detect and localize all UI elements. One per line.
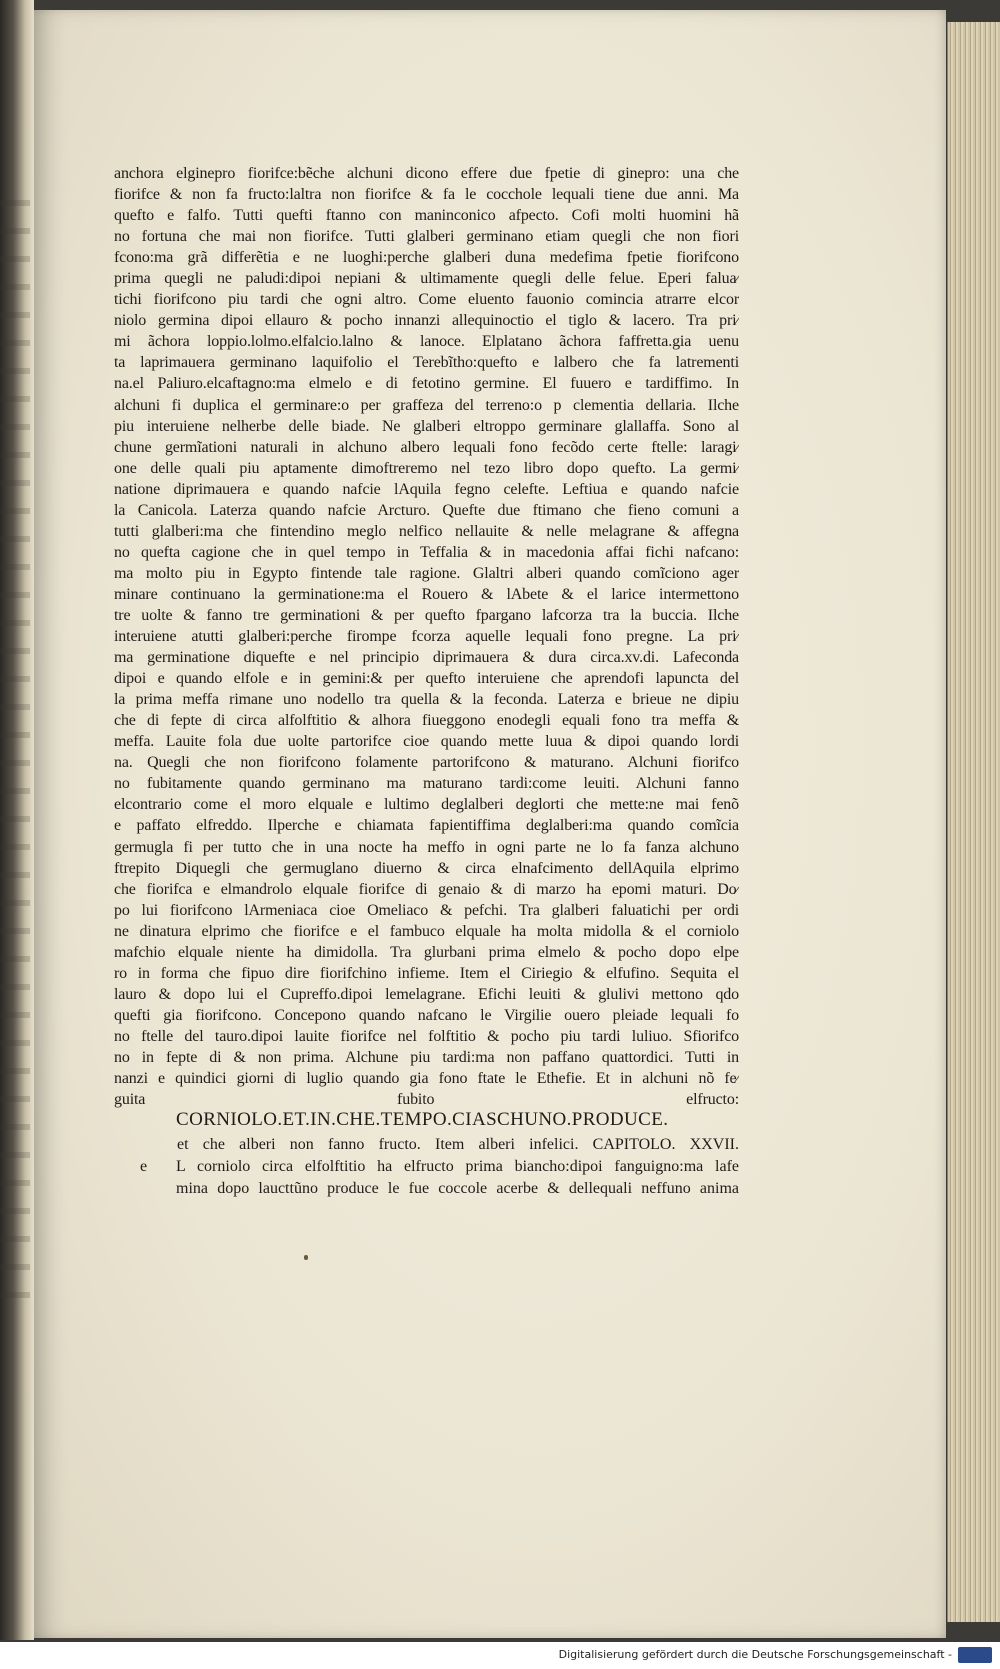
text-line: no fortuna che mai non fiorifce. Tutti glalberi germinano etiam quegli che non fiori [114, 228, 739, 246]
text-line: fcono:ma grã differẽtia e ne luoghi:perche glalberi duna medefima fpetie fiorifcono [114, 249, 739, 267]
text-line: mi ãchora loppio.lolmo.elfalcio.lalno & lanoce. Elplatano ãchora faffretta.gia uenu [114, 333, 739, 351]
book-left-edge [0, 0, 34, 1640]
text-line: one delle quali piu aptamente dimoftreremo nel tezo libro dopo quefto. La germi⁄ [114, 459, 739, 477]
guide-letter: e [140, 1158, 148, 1175]
text-line: e paffato elfreddo. Ilperche e chiamata fapientiffima deglalberi:ma quando comĩcia [114, 817, 739, 835]
text-line: chune germĩationi naturali in alchuno albero lequali fono fecõdo certe ftelle: laragi⁄ [114, 438, 739, 456]
text-line: no fubitamente quando germinano ma maturano tardi:come leuiti. Alchuni fanno [114, 775, 739, 793]
text-line: no quefta cagione che in quel tempo in Teffalia & in macedonia affai fichi nafcano: [114, 543, 739, 561]
text-line: prima quegli ne paludi:dipoi nepiani & ultimamente quegli delle felue. Eperi falua⁄ [114, 270, 739, 288]
text-line: tutti glalberi:ma che fintendino meglo nelfico nellauite & nelle melagrane & affegna [114, 522, 739, 540]
text-line: na.el Paliuro.elcaftagno:ma elmelo e di fetotino germine. El fuuero e tardiffimo. In [114, 375, 739, 393]
text-line: minare continuano la germinatione:ma el Rouero & lAbete & el larice intermettono [114, 585, 739, 603]
text-line: ma germinatione diquefte e nel principio diprimauera & dura circa.xv.di. Lafeconda [114, 649, 739, 667]
text-line: po lui fiorifcono lArmeniaca cioe Omeliaco & pefchi. Tra glalberi faluatichi per ordi [114, 901, 739, 919]
text-line: nanzi e quindici giorni di luglio quando gia fono ftate le Ethefie. Et in alchuni nõ fe⁄ [114, 1070, 739, 1088]
text-line: no in fepte di & non prima. Alchune piu tardi:ma non paffano quattordici. Tutti in [114, 1048, 739, 1066]
chapter-text-line: mina dopo laucttũno produce le fue coccole acerbe & dellequali neffuno anima [176, 1180, 739, 1197]
text-line: lauro & dopo lui el Cupreffo.dipoi lemelagrane. Efichi leuiti & glulivi mettono qdo [114, 985, 739, 1003]
text-line: germugla fi per tutto che in una nocte ha meffo in ogni parte ne lo fa fanza alchuno [114, 838, 739, 856]
text-line: alchuni fi duplica el germinare:o per graffeza del terreno:o p clementia dellaria. Ilche [114, 396, 739, 414]
text-line: quefti gia fiorifcono. Concepono quando nafcano le Virgilie ouero pleiade lequali fo [114, 1006, 739, 1024]
text-line: elcontrario come el moro elquale e lultimo deglalberi deglorti che mette:ne mai fenõ [114, 796, 739, 814]
text-line: la prima meffa rimane uno nodello tra quella & la feconda. Laterza e brieue ne dipiu [114, 691, 739, 709]
text-line: anchora elginepro fiorifce:bẽche alchuni dicono effere due fpetie di ginepro: una che [114, 165, 739, 182]
book-page [34, 10, 946, 1638]
text-line: natione diprimauera e quando nafcie lAquila fegno celefte. Leftiua e quando nafcie [114, 480, 739, 498]
text-line: ro in forma che fipuo dire fiorifchino infieme. Item el Ciriegio & elfufino. Sequita el [114, 964, 739, 982]
chapter-heading: CORNIOLO.ET.IN.CHE.TEMPO.CIASCHUNO.PRODUCE. [176, 1109, 669, 1130]
page-edges [947, 22, 1000, 1622]
facing-page-fragment [0, 200, 30, 1300]
footer-bar [0, 1642, 1000, 1669]
text-line: no ftelle del tauro.dipoi lauite fiorifce nel folftitio & pocho piu tardi luliuo. Sfiorifco [114, 1027, 739, 1045]
footer-credit: Digitalisierung gefördert durch die Deutsche Forschungsgemeinschaft - [558, 1648, 952, 1661]
chapter-text-block [176, 1156, 739, 1200]
text-line: guita fubito elfructo: [114, 1091, 739, 1109]
text-line: niolo germina dipoi ellauro & pocho innanzi allequinoctio el tiglo & lacero. Tra pri⁄ [114, 312, 739, 330]
text-line: ma molto piu in Egypto fintende tale ragione. Glaltri alberi quando comĩciono ager [114, 564, 739, 582]
text-line: fiorifce & non fa fructo:laltra non fiorifce & fa le cocchole lequali tiene due anni. Ma [114, 186, 739, 204]
text-line: na. Quegli che non fiorifcono folamente partorifcono & maturano. Alchuni fiorifco [114, 754, 739, 772]
chapter-text-line: L corniolo circa elfolftitio ha elfructo prima biancho:dipoi fanguigno:ma lafe [176, 1158, 739, 1175]
text-line: piu interuiene nelherbe delle biade. Ne glalberi eltroppo germinare glallaffa. Sono al [114, 417, 739, 435]
text-line: che fiorifca e elmandrolo elquale fiorifce di genaio & di marzo ha epomi maturi. Do⁄ [114, 880, 739, 898]
text-line: che di fepte di circa alfolftitio & alhora fiueggono enodegli equali fono tra meffa & [114, 712, 739, 730]
chapter-subheading: et che alberi non fanno fructo. Item alberi infelici. CAPITOLO. XXVII. [177, 1136, 739, 1153]
text-line: ne dinatura elprimo che fiorifce e el fambuco elquale ha molta midolla & el corniolo [114, 922, 739, 940]
text-line: ftrepito Diquegli che germuglano diuerno & circa elnafcimento dellAquila elprimo [114, 859, 739, 877]
text-line: ta laprimauera germinano laquifolio el Terebĩtho:quefto e lalbero che fa latrementi [114, 354, 739, 372]
ink-stain [304, 1255, 308, 1260]
text-line: tre uolte & fanno tre germinationi & per quefto fpargano lafcorza tra la buccia. Ilche [114, 606, 739, 624]
text-line: interuiene atutti glalberi:perche firompe fcorza aquelle lequali fono pregne. La pri⁄ [114, 628, 739, 646]
text-line: mafchio elquale niente ha dimidolla. Tra glurbani prima elmelo & pocho dopo elpe [114, 943, 739, 961]
text-line: tichi fiorifcono piu tardi che ogni altro. Come eluento fauonio comincia atrarre elcor [114, 291, 739, 309]
text-line: meffa. Lauite fola due uolte partorifce cioe quando mette luua & dipoi quando lordi [114, 733, 739, 751]
dfg-logo [958, 1647, 992, 1663]
main-text-block [114, 163, 739, 1110]
text-line: la Canicola. Laterza quando nafcie Arcturo. Quefte due ftimano che fieno comuni a [114, 501, 739, 519]
text-line: dipoi e quando elfole e in gemini:& per quefto interuiene che aprendofi lapuncta del [114, 670, 739, 688]
text-line: quefto e falfo. Tutti quefti ftanno con maninconico afpecto. Cofi molti huomini hã [114, 207, 739, 225]
